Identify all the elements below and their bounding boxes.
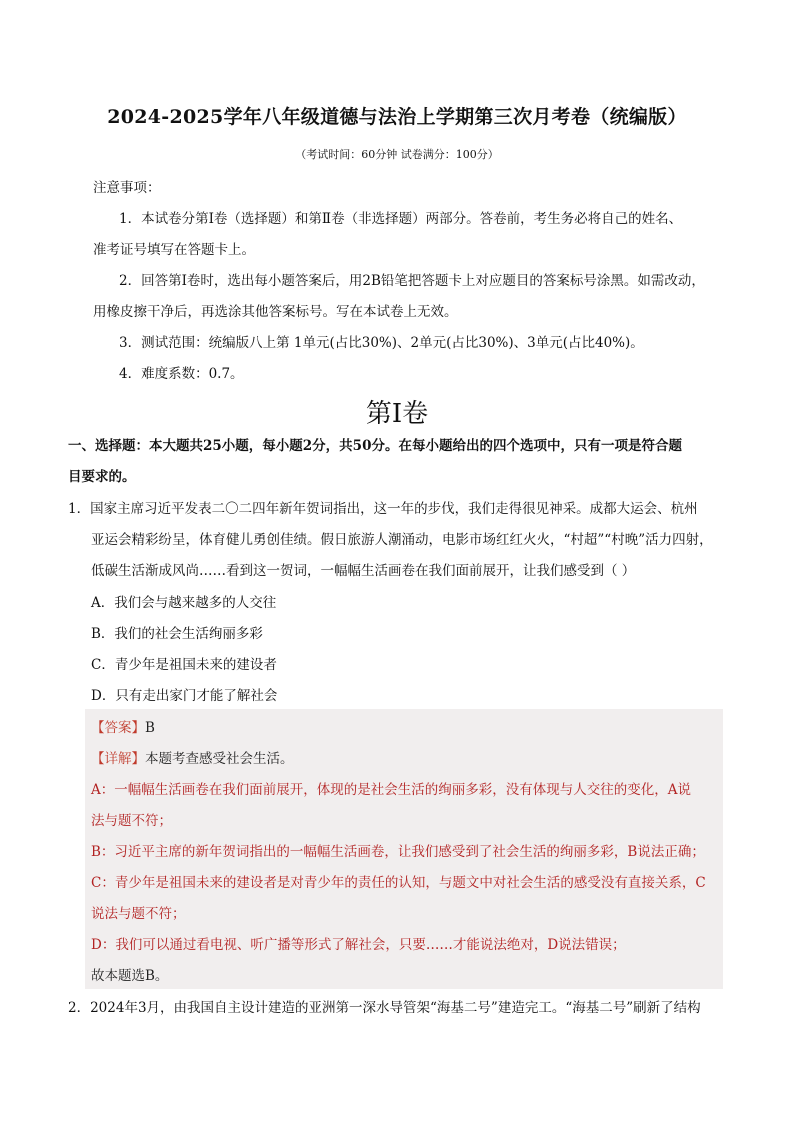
answer-value: B: [145, 720, 155, 736]
notes-line-5: 3．测试范围：统编版八上第 1单元(占比30%)、2单元(占比30%)、3单元(占比40%)。: [119, 335, 644, 351]
notes-line-3: 2．回答第Ⅰ卷时，选出每小题答案后，用2B铅笔把答题卡上对应题目的答案标号涂黑。如需改动，: [119, 273, 705, 289]
section-instruction-line-2: 目要求的。: [68, 469, 136, 485]
explanation-a-line-2: 法与题不符；: [91, 813, 172, 829]
notes-line-1: 1．本试卷分第Ⅰ卷（选择题）和第Ⅱ卷（非选择题）两部分。答卷前，考生务必将自己的姓名、: [119, 211, 683, 227]
notes-heading: 注意事项：: [93, 180, 161, 196]
question-1-stem-line-1: 1．国家主席习近平发表二〇二四年新年贺词指出，这一年的步伐，我们走得很见神采。成都大运会、杭州: [68, 501, 698, 517]
explanation-c-line-1: C：青少年是祖国未来的建设者是对青少年的责任的认知，与题文中对社会生活的感受没有直接关系，C: [91, 875, 706, 891]
option-a: A．我们会与越来越多的人交往: [91, 595, 277, 611]
notes-line-6: 4．难度系数：0.7。: [119, 366, 244, 382]
volume-title: 第Ⅰ卷: [365, 399, 429, 429]
notes-line-2: 准考证号填写在答题卡上。: [93, 242, 255, 258]
answer-line: [91, 716, 155, 736]
question-1-stem-line-3: 低碳生活渐成风尚……看到这一贺词，一幅幅生活画卷在我们面前展开，让我们感受到（ ）: [91, 563, 636, 579]
question-1-stem-line-2: 亚运会精彩纷呈，体育健儿勇创佳绩。假日旅游人潮涌动，电影市场红红火火，“村超”“村晚”活力四射，: [91, 532, 713, 548]
exam-title: 2024-2025学年八年级道德与法治上学期第三次月考卷（统编版）: [107, 106, 687, 128]
explanation-d: D：我们可以通过看电视、听广播等形式了解社会，只要……才能说法绝对，D说法错误；: [91, 937, 626, 953]
question-2-stem-line-1: 2．2024年3月，由我国自主设计建造的亚洲第一深水导管架“海基二号”建造完工。“海基二号”刷新了结构: [68, 1000, 701, 1016]
detail-line: [91, 747, 294, 767]
explanation-b: B：习近平主席的新年贺词指出的一幅幅生活画卷，让我们感受到了社会生活的绚丽多彩，B说法正确；: [91, 844, 705, 860]
detail-intro: 本题考查感受社会生活。: [145, 751, 294, 767]
notes-line-4: 用橡皮擦干净后，再选涂其他答案标号。写在本试卷上无效。: [93, 304, 458, 320]
detail-tag: 【详解】: [91, 751, 145, 767]
explanation-a-line-1: A：一幅幅生活画卷在我们面前展开，体现的是社会生活的绚丽多彩，没有体现与人交往的变化，A说: [91, 782, 691, 798]
conclusion: 故本题选B。: [91, 968, 169, 984]
exam-subtitle: （考试时间：60分钟 试卷满分：100分）: [295, 148, 499, 161]
option-d: D．只有走出家门才能了解社会: [91, 688, 278, 704]
option-c: C．青少年是祖国未来的建设者: [91, 657, 277, 673]
option-b: B．我们的社会生活绚丽多彩: [91, 626, 263, 642]
explanation-c-line-2: 说法与题不符；: [91, 906, 186, 922]
answer-tag: 【答案】: [91, 720, 145, 736]
section-instruction-line-1: 一、选择题：本大题共25小题，每小题2分，共50分。在每小题给出的四个选项中，只有一项是符合题: [68, 438, 682, 454]
